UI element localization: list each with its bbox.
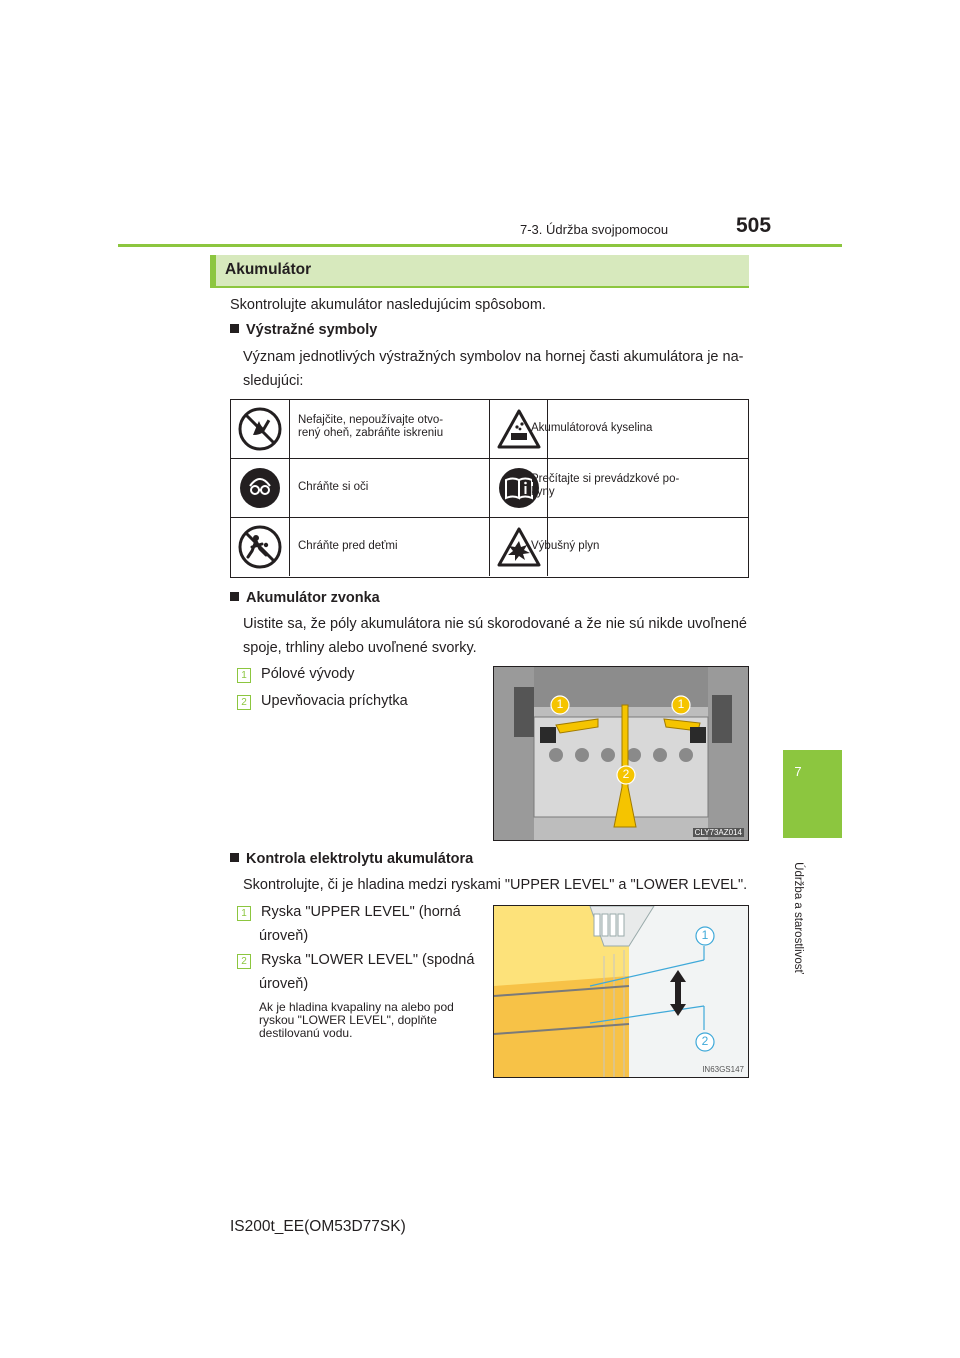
electrolyte-heading-text: Kontrola elektrolytu akumulátora [246, 851, 474, 867]
battery-exterior-heading [230, 586, 380, 610]
bullet-square-icon [230, 853, 239, 862]
warning-text-line: Chráňte pred deťmi [298, 540, 398, 552]
list-item [237, 662, 355, 686]
no-fire-icon [231, 400, 290, 458]
battery-exterior-body-line1: Uistite sa, že póly akumulátora nie sú skorodované a že nie sú nikde uvoľnené [243, 616, 747, 632]
item-label-cont: úroveň) [259, 928, 309, 944]
callout-number: 2 [622, 767, 630, 781]
table-row [231, 459, 748, 518]
battery-exterior-heading-text: Akumulátor zvonka [246, 590, 380, 606]
battery-exterior-body [243, 612, 758, 660]
warning-text-acid [531, 422, 652, 435]
warning-text-line: Chráňte si oči [298, 481, 369, 493]
warning-text-children [298, 540, 398, 553]
warning-text-line: Prečítajte si prevádzkové po- [531, 473, 680, 485]
warning-text-no-fire [298, 414, 443, 440]
item-label-cont: úroveň) [259, 976, 309, 992]
callout-number: 1 [556, 697, 564, 711]
warning-text-line: kyny [531, 486, 555, 498]
item-number-badge: 2 [237, 695, 251, 710]
battery-exterior-body-line2: spoje, trhliny alebo uvoľnené svorky. [243, 640, 477, 656]
section-title: Akumulátor [225, 261, 312, 278]
warning-text-line: Výbušný plyn [531, 540, 600, 552]
callout-2 [695, 1032, 715, 1057]
callout-number: 1 [677, 697, 685, 711]
warning-text-eyes [298, 481, 368, 494]
eye-protection-icon [231, 459, 290, 517]
list-item [237, 689, 408, 713]
callout-1-right [671, 695, 691, 720]
warning-symbols-body-line1: Význam jednotlivých výstražných symbolov na hornej časti akumulátora je na- [243, 349, 744, 365]
warning-symbols-heading-text: Výstražné symboly [246, 322, 378, 338]
warning-text-line: Nefajčite, nepoužívajte otvo- [298, 414, 444, 426]
image-code: CLY73AZ014 [694, 828, 742, 837]
warning-text-explosive [531, 540, 599, 553]
callout-1-left [550, 695, 570, 720]
chapter-title-text: Údržba a starostlivosť [792, 862, 804, 974]
bullet-square-icon [230, 592, 239, 601]
warning-symbols-heading [230, 318, 377, 342]
item-number-badge: 2 [237, 954, 251, 969]
warning-text-line: rený oheň, zabráňte iskreniu [298, 427, 444, 439]
list-item [237, 948, 484, 996]
note-line: destilovanú vodu. [259, 1026, 353, 1040]
page-number: 505 [736, 214, 772, 237]
battery-terminals-photo [493, 666, 749, 841]
item-label: Ryska "LOWER LEVEL" (spodná [261, 952, 475, 968]
bullet-square-icon [230, 324, 239, 333]
electrolyte-heading [230, 847, 473, 871]
warning-symbols-body-line2: sledujúci: [243, 373, 304, 389]
callout-2 [616, 765, 636, 790]
item-label: Upevňovacia príchytka [261, 693, 408, 709]
warning-symbols-body [243, 345, 753, 393]
table-row [231, 400, 748, 459]
electrolyte-note [259, 1001, 481, 1040]
warning-text-line: Akumulátorová kyselina [531, 422, 653, 434]
chapter-number: 7 [794, 764, 802, 779]
header-rule [118, 244, 842, 247]
keep-children-away-icon [231, 518, 290, 576]
item-number-badge: 1 [237, 668, 251, 683]
warning-symbols-table [230, 399, 749, 578]
callout-number: 1 [701, 928, 709, 942]
note-line: Ak je hladina kvapaliny na alebo pod [259, 1000, 454, 1014]
callout-number: 2 [701, 1034, 709, 1048]
note-line: ryskou "LOWER LEVEL", doplňte [259, 1013, 437, 1027]
image-code: IN63GS147 [702, 1065, 744, 1074]
electrolyte-level-illustration [493, 905, 749, 1078]
electrolyte-body: Skontrolujte, či je hladina medzi ryskami "UPPER LEVEL" a "LOWER LEVEL". [243, 877, 748, 893]
callout-1 [695, 926, 715, 951]
section-title-accent [210, 255, 216, 288]
table-row [231, 518, 748, 577]
item-label: Ryska "UPPER LEVEL" (horná [261, 904, 461, 920]
chapter-title [778, 858, 818, 978]
footer-model-code: IS200t_EE(OM53D77SK) [230, 1218, 406, 1235]
list-item [237, 900, 484, 948]
running-header-section: 7-3. Údržba svojpomocou [520, 222, 669, 237]
item-number-badge: 1 [237, 906, 251, 921]
warning-text-manual [531, 473, 679, 499]
item-label: Pólové vývody [261, 666, 355, 682]
section-intro: Skontrolujte akumulátor nasledujúcim spôsobom. [230, 297, 546, 313]
